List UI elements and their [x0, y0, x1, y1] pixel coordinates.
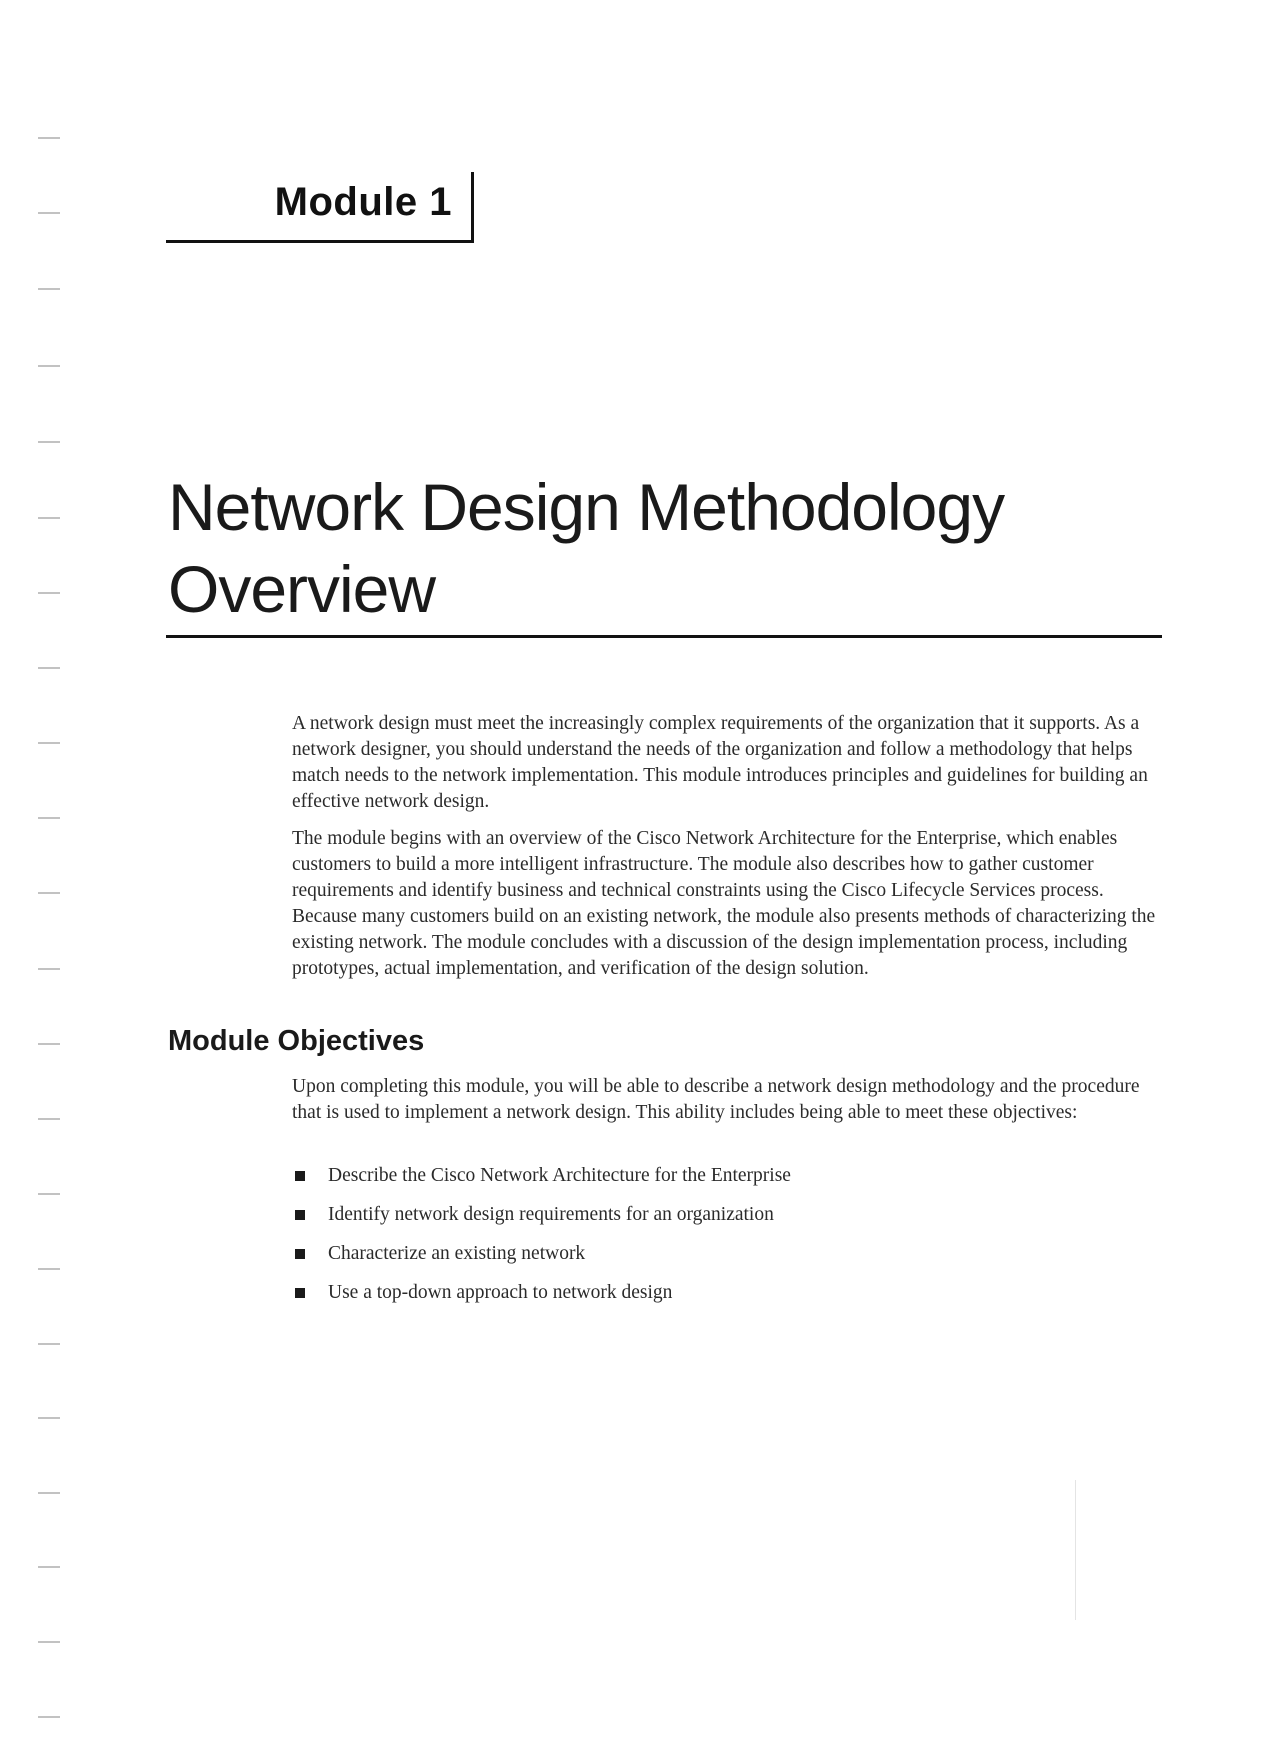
module-label: Module 1: [274, 180, 452, 224]
binding-mark: [38, 1268, 60, 1270]
binding-mark: [38, 212, 60, 214]
objective-text: Describe the Cisco Network Architecture for the Enterprise: [328, 1165, 791, 1186]
list-item: [292, 1202, 1152, 1241]
intro-paragraph: The module begins with an overview of the Cisco Network Architecture for the Enterprise, which enables customers to build a more intelligent infrastructure. The module also describes how to gather customer requirements and identify business and technical constraints using the Cisco Lifecycle Services process. Because many customers build on an existing network, the module also presents methods of characterizing the existing network. The module concludes with a discussion of the design implementation process, including prototypes, actual implementation, and verification of the design solution.: [292, 828, 1156, 979]
page-title: Network Design Methodology Overview: [168, 470, 1005, 626]
binding-mark: [38, 968, 60, 970]
binding-mark: [38, 1043, 60, 1045]
binding-mark: [38, 1492, 60, 1494]
binding-mark: [38, 892, 60, 894]
binding-mark: [38, 365, 60, 367]
binding-mark: [38, 1343, 60, 1345]
title-rule: [166, 635, 1162, 638]
section-heading: Module Objectives: [168, 1025, 425, 1057]
intro-paragraph: A network design must meet the increasingly complex requirements of the organization that it supports. As a network designer, you should understand the needs of the organization and follow a methodology that helps match needs to the network implementation. This module introduces principles and guidelines for building an effective network design.: [292, 713, 1148, 812]
square-bullet-icon: [295, 1210, 305, 1220]
module-label-divider: [471, 172, 474, 243]
square-bullet-icon: [295, 1288, 305, 1298]
module-label-block: [166, 172, 474, 243]
objectives-list: [292, 1163, 1152, 1319]
binding-mark: [38, 817, 60, 819]
square-bullet-icon: [295, 1171, 305, 1181]
binding-mark: [38, 667, 60, 669]
binding-mark: [38, 742, 60, 744]
binding-mark: [38, 1641, 60, 1643]
binding-mark: [38, 592, 60, 594]
binding-mark: [38, 137, 60, 139]
binding-mark: [38, 288, 60, 290]
objective-text: Characterize an existing network: [328, 1243, 586, 1264]
list-item: [292, 1163, 1152, 1202]
binding-mark: [38, 1118, 60, 1120]
binding-mark: [38, 1193, 60, 1195]
binding-mark: [38, 1566, 60, 1568]
binding-mark: [38, 441, 60, 443]
binding-mark: [38, 517, 60, 519]
binding-mark: [38, 1417, 60, 1419]
binding-mark: [38, 1716, 60, 1718]
list-item: [292, 1241, 1152, 1280]
list-item: [292, 1280, 1152, 1319]
objective-text: Identify network design requirements for an organization: [328, 1204, 774, 1225]
objective-text: Use a top-down approach to network design: [328, 1282, 673, 1303]
objectives-intro: Upon completing this module, you will be able to describe a network design methodology and the procedure that is used to implement a network design. This ability includes being able to meet these objectives:: [292, 1076, 1140, 1123]
scan-artifact: [1075, 1480, 1076, 1620]
square-bullet-icon: [295, 1249, 305, 1259]
